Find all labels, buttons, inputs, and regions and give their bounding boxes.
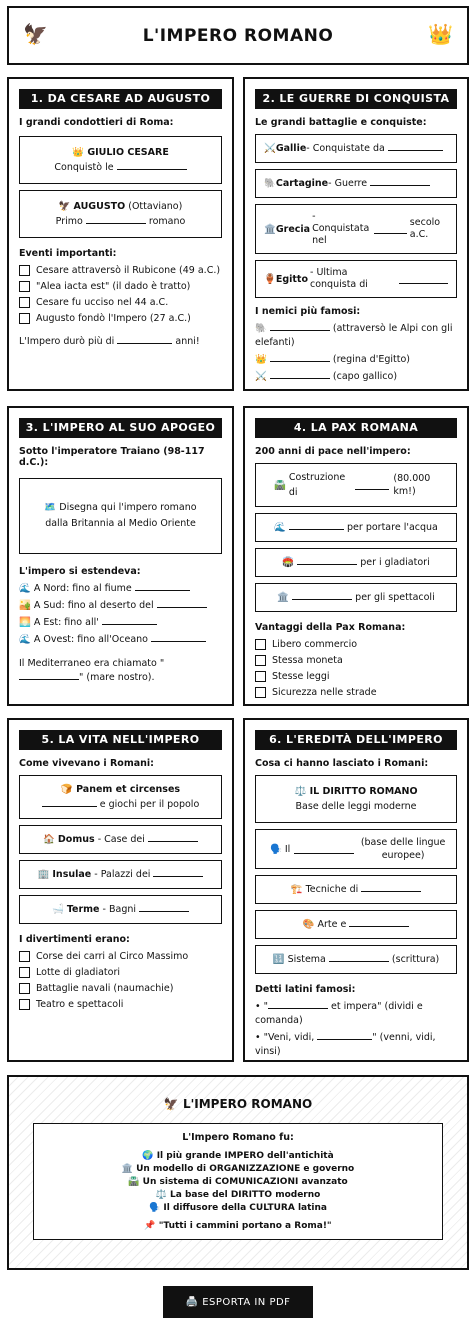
section-subtitle: Le grandi battaglie e conquiste: bbox=[255, 117, 427, 128]
map-text: Disegna qui l'impero romano dalla Britannia al Medio Oriente bbox=[45, 502, 197, 529]
section-title: 6. L'EREDITÀ DELL'IMPERO bbox=[255, 730, 457, 750]
answer-blank[interactable] bbox=[139, 903, 189, 912]
answer-blank[interactable] bbox=[317, 1031, 372, 1040]
extent-text: A Sud: fino al deserto del bbox=[33, 600, 154, 611]
extent-line bbox=[19, 599, 222, 613]
duration-line bbox=[19, 335, 222, 349]
extent-line bbox=[19, 633, 222, 647]
cesare-box bbox=[19, 136, 222, 184]
fun-item[interactable] bbox=[19, 998, 222, 1011]
eagle-icon: 🦅 bbox=[23, 22, 48, 46]
augusto-extra: (Ottaviano) bbox=[128, 201, 183, 212]
advantage-item[interactable] bbox=[255, 686, 457, 699]
pin-icon: 📌 bbox=[144, 1221, 156, 1231]
page-title: L'IMPERO ROMANO bbox=[142, 25, 334, 46]
map-icon: 🗺️ bbox=[44, 502, 57, 513]
domus-box bbox=[19, 825, 222, 854]
section-title: 4. LA PAX ROMANA bbox=[255, 418, 457, 438]
latin-box bbox=[255, 829, 457, 869]
export-pdf-button[interactable] bbox=[163, 1286, 313, 1318]
answer-blank[interactable] bbox=[349, 918, 409, 927]
section-subtitle: Come vivevano i Romani: bbox=[19, 758, 154, 769]
fun-text: Corse dei carri al Circo Massimo bbox=[36, 951, 189, 962]
answer-blank[interactable] bbox=[289, 521, 344, 530]
augusto-pre: Primo bbox=[55, 216, 83, 227]
checkbox[interactable] bbox=[19, 297, 30, 308]
roads-box bbox=[255, 463, 457, 507]
roads-pre: Costruzione di bbox=[288, 472, 346, 498]
checkbox[interactable] bbox=[19, 951, 30, 962]
answer-blank[interactable] bbox=[399, 275, 448, 284]
enemies-label: I nemici più famosi: bbox=[255, 306, 361, 317]
motto-pre: • " bbox=[255, 1001, 268, 1012]
stadium-icon: 🏟️ bbox=[282, 557, 295, 568]
wave-icon: 🌊 bbox=[19, 583, 31, 594]
summary-head: L'Impero Romano fu: bbox=[182, 1132, 294, 1143]
crown-icon: 👑 bbox=[72, 147, 85, 158]
section-title: 1. DA CESARE AD AUGUSTO bbox=[19, 89, 222, 109]
terme-name: Terme bbox=[66, 904, 100, 915]
sunrise-icon: 🌅 bbox=[19, 617, 31, 628]
terme-text: - Bagni bbox=[102, 904, 137, 915]
section-vita-impero bbox=[7, 718, 234, 1062]
panem-text: e giochi per il popolo bbox=[99, 799, 200, 810]
gallie-box bbox=[255, 134, 457, 163]
advantage-text: Libero commercio bbox=[272, 639, 358, 650]
summary-item bbox=[44, 1177, 432, 1187]
extent-line bbox=[19, 616, 222, 630]
mediterranean-line bbox=[19, 657, 222, 685]
building-icon: 🏢 bbox=[37, 869, 50, 880]
answer-blank[interactable] bbox=[268, 1000, 328, 1009]
art-text: Arte e bbox=[317, 919, 347, 930]
answer-blank[interactable] bbox=[19, 671, 79, 680]
speaking-icon: 🗣️ bbox=[149, 1203, 161, 1213]
wave-icon: 🌊 bbox=[19, 634, 31, 645]
advantage-text: Stessa moneta bbox=[272, 655, 343, 666]
grecia-text1: - Conquistata nel bbox=[312, 211, 370, 246]
answer-blank[interactable] bbox=[374, 225, 406, 234]
enemy-line bbox=[255, 353, 457, 367]
med-pre: Il Mediterraneo era chiamato " bbox=[19, 658, 165, 669]
palette-icon: 🎨 bbox=[302, 919, 315, 930]
answer-blank[interactable] bbox=[270, 353, 330, 362]
checkbox[interactable] bbox=[19, 281, 30, 292]
fun-text: Teatro e spettacoli bbox=[36, 999, 124, 1010]
checkbox[interactable] bbox=[19, 967, 30, 978]
insulae-name: Insulae bbox=[52, 869, 92, 880]
desert-icon: 🏜️ bbox=[19, 600, 31, 611]
answer-blank[interactable] bbox=[329, 953, 389, 962]
section-subtitle: Sotto l'imperatore Traiano (98-117 d.C.): bbox=[19, 446, 205, 468]
road-icon: 🛣️ bbox=[274, 479, 286, 491]
fun-item[interactable] bbox=[19, 966, 222, 979]
checkbox[interactable] bbox=[255, 687, 266, 698]
section-pax-romana bbox=[243, 406, 469, 706]
advantage-item[interactable] bbox=[255, 638, 457, 651]
advantage-text: Stesse leggi bbox=[272, 671, 330, 682]
duration-pre: L'Impero durò più di bbox=[19, 336, 115, 347]
mottos-label: Detti latini famosi: bbox=[255, 984, 356, 995]
diritto-sub: Base delle leggi moderne bbox=[295, 801, 417, 812]
extent-label: L'impero si estendeva: bbox=[19, 566, 141, 577]
art-box bbox=[255, 910, 457, 939]
theater-text: per gli spettacoli bbox=[355, 592, 435, 603]
house-icon: 🏠 bbox=[43, 834, 55, 845]
bathtub-icon: 🛁 bbox=[51, 904, 64, 915]
summary-item bbox=[44, 1190, 432, 1200]
answer-blank[interactable] bbox=[361, 883, 421, 892]
summary-item-text: Il diffusore della CULTURA latina bbox=[163, 1203, 327, 1213]
cesare-text: Conquistò le bbox=[54, 162, 114, 173]
amphitheater-text: per i gladiatori bbox=[360, 557, 430, 568]
latin-pre: Il bbox=[284, 843, 291, 855]
gallie-text: - Conquistate da bbox=[306, 143, 385, 154]
fun-item[interactable] bbox=[19, 950, 222, 963]
insulae-text: - Palazzi dei bbox=[94, 869, 151, 880]
eagle-icon: 🦅 bbox=[58, 201, 71, 212]
summary-item-text: Il più grande IMPERO dell'antichità bbox=[156, 1151, 334, 1161]
section-eredita-impero bbox=[243, 718, 469, 1062]
event-item[interactable] bbox=[19, 312, 222, 325]
event-item[interactable] bbox=[19, 280, 222, 293]
export-label: ESPORTA IN PDF bbox=[202, 1296, 291, 1308]
section-subtitle: 200 anni di pace nell'impero: bbox=[255, 446, 411, 457]
augusto-box bbox=[19, 190, 222, 238]
section-title: 2. LE GUERRE DI CONQUISTA bbox=[255, 89, 457, 109]
section-cesare-augusto bbox=[7, 77, 234, 391]
diritto-box bbox=[255, 775, 457, 823]
terme-box bbox=[19, 895, 222, 924]
domus-text: - Case dei bbox=[97, 834, 145, 845]
event-item[interactable] bbox=[19, 264, 222, 277]
section-subtitle: Cosa ci hanno lasciato i Romani: bbox=[255, 758, 429, 769]
aqueduct-box bbox=[255, 513, 457, 542]
gallie-name: Gallie bbox=[275, 143, 307, 154]
answer-blank[interactable] bbox=[102, 616, 157, 625]
answer-blank[interactable] bbox=[42, 798, 97, 807]
motto-line bbox=[255, 1000, 457, 1028]
answer-blank[interactable] bbox=[148, 833, 198, 842]
event-text: "Alea iacta est" (il dado è tratto) bbox=[36, 281, 191, 292]
section-title: 3. L'IMPERO AL SUO APOGEO bbox=[19, 418, 222, 438]
numerals-box bbox=[255, 945, 457, 974]
egitto-box bbox=[255, 260, 457, 298]
answer-blank[interactable] bbox=[297, 556, 357, 565]
fun-label: I divertimenti erano: bbox=[19, 934, 130, 945]
grecia-box bbox=[255, 204, 457, 254]
answer-blank[interactable] bbox=[157, 599, 207, 608]
summary-panel bbox=[7, 1075, 469, 1270]
advantage-item[interactable] bbox=[255, 670, 457, 683]
extent-text: A Ovest: fino all'Oceano bbox=[33, 634, 148, 645]
road-icon: 🛣️ bbox=[128, 1177, 140, 1187]
duration-post: anni! bbox=[175, 336, 200, 347]
enemy-text: (regina d'Egitto) bbox=[332, 354, 410, 365]
summary-item-text: Un modello di ORGANIZZAZIONE e governo bbox=[136, 1164, 355, 1174]
crown-icon: 👑 bbox=[255, 354, 267, 365]
diritto-name: IL DIRITTO ROMANO bbox=[309, 786, 418, 797]
events-label: Eventi importanti: bbox=[19, 248, 117, 259]
checkbox[interactable] bbox=[255, 655, 266, 666]
enemy-text: (attraversò le Alpi con gli elefanti) bbox=[255, 323, 453, 348]
scales-icon: ⚖️ bbox=[294, 786, 307, 797]
temple-icon: 🏛️ bbox=[264, 223, 276, 235]
enemy-text: (capo gallico) bbox=[332, 371, 398, 382]
checkbox[interactable] bbox=[255, 671, 266, 682]
answer-blank[interactable] bbox=[388, 142, 443, 151]
answer-blank[interactable] bbox=[86, 215, 146, 224]
answer-blank[interactable] bbox=[270, 370, 330, 379]
eagle-icon: 🦅 bbox=[163, 1097, 179, 1111]
answer-blank[interactable] bbox=[270, 322, 330, 331]
numbers-icon: 🔢 bbox=[272, 954, 285, 965]
numerals-pre: Sistema bbox=[287, 954, 326, 965]
motto-line bbox=[255, 1031, 457, 1059]
summary-item bbox=[44, 1164, 432, 1174]
summary-item-text: La base del DIRITTO moderno bbox=[170, 1190, 321, 1200]
bread-icon: 🍞 bbox=[60, 784, 73, 795]
answer-blank[interactable] bbox=[292, 591, 352, 600]
map-drawing-area[interactable] bbox=[19, 478, 222, 554]
summary-quote-text: "Tutti i cammini portano a Roma!" bbox=[158, 1221, 332, 1231]
amphora-icon: 🏺 bbox=[264, 273, 276, 285]
checkbox[interactable] bbox=[19, 983, 30, 994]
checkbox[interactable] bbox=[19, 999, 30, 1010]
answer-blank[interactable] bbox=[117, 161, 187, 170]
fun-text: Battaglie navali (naumachie) bbox=[36, 983, 174, 994]
egitto-name: Egitto bbox=[275, 273, 308, 285]
construction-icon: 🏗️ bbox=[290, 884, 303, 895]
techniques-box bbox=[255, 875, 457, 904]
section-impero-apogeo bbox=[7, 406, 234, 706]
panem-box bbox=[19, 775, 222, 819]
domus-name: Domus bbox=[57, 834, 95, 845]
section-subtitle: I grandi condottieri di Roma: bbox=[19, 117, 174, 128]
grecia-text2: secolo a.C. bbox=[409, 217, 441, 240]
extent-line bbox=[19, 582, 222, 596]
temple-icon: 🏛️ bbox=[277, 592, 290, 603]
summary-item bbox=[44, 1203, 432, 1213]
section-title: 5. LA VITA NELL'IMPERO bbox=[19, 730, 222, 750]
elephant-icon: 🐘 bbox=[255, 323, 267, 334]
cartagine-box bbox=[255, 169, 457, 198]
answer-blank[interactable] bbox=[151, 633, 206, 642]
augusto-post: romano bbox=[148, 216, 186, 227]
summary-title-text: L'IMPERO ROMANO bbox=[182, 1097, 313, 1111]
summary-box bbox=[33, 1123, 443, 1240]
numerals-post: (scrittura) bbox=[391, 954, 440, 965]
printer-icon: 🖨️ bbox=[185, 1296, 199, 1308]
extent-text: A Est: fino all' bbox=[33, 617, 99, 628]
advantages-label: Vantaggi della Pax Romana: bbox=[255, 622, 406, 633]
answer-blank[interactable] bbox=[370, 177, 430, 186]
grecia-name: Grecia bbox=[275, 223, 311, 235]
swords-icon: ⚔️ bbox=[264, 143, 276, 154]
answer-blank[interactable] bbox=[355, 481, 390, 490]
cesare-name: GIULIO CESARE bbox=[87, 147, 169, 158]
panem-name: Panem et circenses bbox=[76, 784, 181, 795]
summary-item bbox=[44, 1151, 432, 1161]
amphitheater-box bbox=[255, 548, 457, 577]
crown-icon: 👑 bbox=[428, 22, 453, 46]
globe-icon: 🌍 bbox=[142, 1151, 154, 1161]
fun-item[interactable] bbox=[19, 982, 222, 995]
augusto-name: AUGUSTO bbox=[73, 201, 126, 212]
event-text: Cesare fu ucciso nel 44 a.C. bbox=[36, 297, 169, 308]
checkbox[interactable] bbox=[19, 313, 30, 324]
checkbox[interactable] bbox=[255, 639, 266, 650]
elephant-icon: 🐘 bbox=[264, 178, 276, 189]
motto-post: " (venni, vidi, vinsi) bbox=[255, 1032, 436, 1057]
temple-icon: 🏛️ bbox=[121, 1164, 133, 1174]
section-guerre-conquista bbox=[243, 77, 469, 391]
extent-text: A Nord: fino al fiume bbox=[33, 583, 132, 594]
motto-pre: • "Veni, vidi, bbox=[255, 1032, 315, 1043]
advantage-text: Sicurezza nelle strade bbox=[272, 687, 377, 698]
cartagine-text: - Guerre bbox=[328, 178, 368, 189]
summary-quote bbox=[44, 1221, 432, 1231]
speaking-icon: 🗣️ bbox=[270, 843, 282, 855]
aqueduct-text: per portare l'acqua bbox=[347, 522, 438, 533]
enemy-line bbox=[255, 370, 457, 384]
med-post: " (mare nostro). bbox=[79, 672, 155, 683]
answer-blank[interactable] bbox=[135, 582, 190, 591]
insulae-box bbox=[19, 860, 222, 889]
answer-blank[interactable] bbox=[117, 335, 172, 344]
roads-post: (80.000 km!) bbox=[393, 473, 431, 497]
advantage-item[interactable] bbox=[255, 654, 457, 667]
scales-icon: ⚖️ bbox=[155, 1190, 167, 1200]
egitto-text: - Ultima conquista di bbox=[310, 267, 368, 290]
event-text: Augusto fondò l'Impero (27 a.C.) bbox=[36, 313, 191, 324]
latin-post: (base delle lingue europee) bbox=[360, 837, 446, 861]
event-item[interactable] bbox=[19, 296, 222, 309]
enemy-line bbox=[255, 322, 457, 350]
answer-blank[interactable] bbox=[294, 845, 354, 854]
fun-text: Lotte di gladiatori bbox=[36, 967, 121, 978]
answer-blank[interactable] bbox=[153, 868, 203, 877]
theater-box bbox=[255, 583, 457, 612]
techniques-text: Tecniche di bbox=[305, 884, 359, 895]
page-header bbox=[7, 6, 469, 65]
event-text: Cesare attraversò il Rubicone (49 a.C.) bbox=[36, 265, 221, 276]
checkbox[interactable] bbox=[19, 265, 30, 276]
summary-item-text: Un sistema di COMUNICAZIONI avanzato bbox=[142, 1177, 348, 1187]
summary-title bbox=[23, 1097, 453, 1111]
motto-post: et impera" (dividi e comanda) bbox=[255, 1001, 423, 1026]
swords-icon: ⚔️ bbox=[255, 371, 267, 382]
cartagine-name: Cartagine bbox=[275, 178, 329, 189]
wave-icon: 🌊 bbox=[274, 522, 286, 533]
